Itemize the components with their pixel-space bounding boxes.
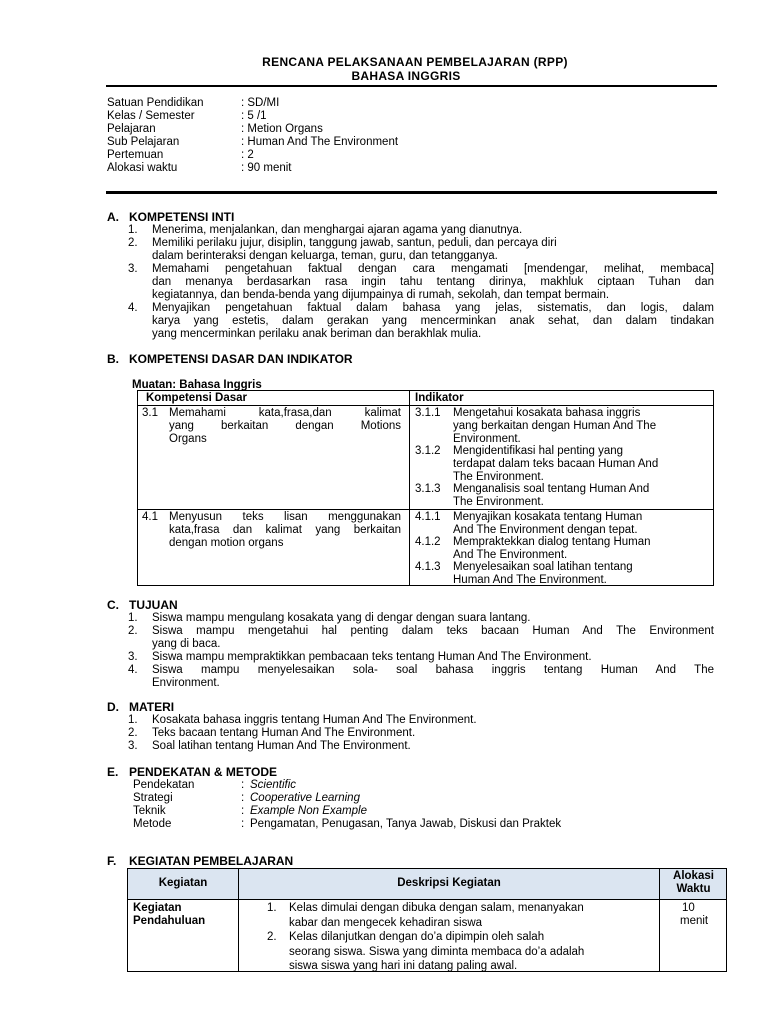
list-number: 1. <box>267 902 277 914</box>
list-number: 4. <box>128 302 138 314</box>
method-label: Teknik <box>133 805 166 817</box>
method-colon: : <box>241 779 245 791</box>
identity-label: Sub Pelajaran <box>107 136 180 148</box>
identity-label: Pertemuan <box>107 149 164 161</box>
list-number: 1. <box>128 714 138 726</box>
table-header-divider <box>138 405 713 406</box>
document-title: RENCANA PELAKSANAAN PEMBELAJARAN (RPP) <box>262 55 568 69</box>
section-d-heading: D. MATERI <box>107 700 175 714</box>
section-b-heading: B. KOMPETENSI DASAR DAN INDIKATOR <box>107 352 353 366</box>
waktu-value: 10 menit <box>680 902 709 927</box>
method-label: Pendekatan <box>133 779 195 791</box>
list-item: Menyajikan pengetahuan faktual dalam bahasa yang jelas, sistematis, dan logis, dalam karya yang estetis, dalam gerakan yang mencerminkan anak sehat, dan dalam tindakan yang mencerminkan perilaku anak beriman dan berakhlak mulia. <box>152 302 714 340</box>
deskripsi-item: Kelas dimulai dengan dibuka dengan salam, menanyakan kabar dan mengecek kehadiran siswa <box>289 902 584 929</box>
identity-value: : 5 /1 <box>241 110 267 122</box>
kd-number: 4.1 <box>142 511 158 523</box>
indikator-number: 4.1.3 <box>415 561 441 573</box>
list-number: 1. <box>128 224 138 236</box>
table-header-deskripsi: Deskripsi Kegiatan <box>397 877 501 889</box>
list-item: Siswa mampu menyelesaikan sola- soal bahasa inggris tentang Human And The Environment. <box>152 664 714 689</box>
identity-value: : 90 menit <box>241 162 292 174</box>
table-header-kd: Kompetensi Dasar <box>146 392 247 404</box>
table-header-indikator: Indikator <box>415 392 464 404</box>
list-number: 2. <box>128 727 138 739</box>
method-colon: : <box>241 818 245 830</box>
table-header-divider <box>128 899 726 900</box>
identity-label: Satuan Pendidikan <box>107 97 204 109</box>
indikator-text: Menganalisis soal tentang Human And The Environment. <box>453 483 650 508</box>
table-header-alokasi: Alokasi Waktu <box>673 870 714 895</box>
list-item: Soal latihan tentang Human And The Environment. <box>152 740 411 752</box>
indikator-number: 4.1.1 <box>415 511 441 523</box>
section-a-heading: A. KOMPETENSI INTI <box>107 210 235 224</box>
indikator-text: Mengidentifikasi hal penting yang terdapat dalam teks bacaan Human And The Environment. <box>453 445 659 483</box>
list-item: Menerima, menjalankan, dan menghargai ajaran agama yang dianutnya. <box>152 224 523 236</box>
method-label: Metode <box>133 818 172 830</box>
list-number: 4. <box>128 664 138 676</box>
method-colon: : <box>241 805 245 817</box>
identity-label: Pelajaran <box>107 123 156 135</box>
list-item: Teks bacaan tentang Human And The Environment. <box>152 727 416 739</box>
method-value: Pengamatan, Penugasan, Tanya Jawab, Diskusi dan Praktek <box>250 818 562 830</box>
section-f-heading: F. KEGIATAN PEMBELAJARAN <box>107 854 294 868</box>
kegiatan-table <box>127 868 727 972</box>
list-number: 2. <box>128 237 138 249</box>
kd-text: Menyusun teks lisan menggunakan kata,frasa dan kalimat yang berkaitan dengan motion organs <box>169 511 401 549</box>
document-subtitle: BAHASA INGGRIS <box>351 69 461 83</box>
indikator-number: 4.1.2 <box>415 536 441 548</box>
identity-label: Kelas / Semester <box>107 110 195 122</box>
list-item: Siswa mampu mempraktikkan pembacaan teks tentang Human And The Environment. <box>152 651 592 663</box>
list-item: Memahami pengetahuan faktual dengan cara mengamati [mendengar, melihat, membaca] dan menanya berdasarkan rasa ingin tahu tentang dirinya, makhluk ciptaan Tuhan dan kegiatannya, dan benda-benda yang dijumpainya di rumah, sekolah, dan tempat bermain. <box>152 263 714 301</box>
kd-text: Memahami kata,frasa,dan kalimat yang berkaitan dengan Motions Organs <box>169 407 401 445</box>
table-header-kegiatan: Kegiatan <box>158 877 208 889</box>
identity-value: : 2 <box>241 149 254 161</box>
list-item: Memiliki perilaku jujur, disiplin, tanggung jawab, santun, peduli, dan percaya diri dalam berinteraksi dengan keluarga, teman, guru, dan tetangganya. <box>152 237 557 262</box>
list-item: Kosakata bahasa inggris tentang Human And The Environment. <box>152 714 477 726</box>
indikator-number: 3.1.3 <box>415 483 441 495</box>
list-number: 3. <box>128 263 138 275</box>
list-item: Siswa mampu mengetahui hal penting dalam teks bacaan Human And The Environment yang di baca. <box>152 625 714 650</box>
indikator-text: Menyelesaikan soal latihan tentang Human And The Environment. <box>453 561 633 586</box>
kegiatan-name: Kegiatan Pendahuluan <box>133 902 206 927</box>
identity-value: : Metion Organs <box>241 123 323 135</box>
indikator-number: 3.1.2 <box>415 445 441 457</box>
list-number: 2. <box>267 931 277 943</box>
method-value: Example Non Example <box>250 805 367 817</box>
section-e-heading: E. PENDEKATAN & METODE <box>107 765 278 779</box>
indikator-number: 3.1.1 <box>415 407 441 419</box>
section-c-heading: C. TUJUAN <box>107 598 178 612</box>
deskripsi-item: Kelas dilanjutkan dengan do’a dipimpin oleh salah seorang siswa. Siswa yang diminta membaca do’a adalah siswa siswa yang hari ini datang paling awal. <box>289 931 585 972</box>
table-column-divider <box>409 391 410 585</box>
list-number: 2. <box>128 625 138 637</box>
method-value: Scientific <box>250 779 297 791</box>
indikator-text: Menyajikan kosakata tentang Human And The Environment dengan tepat. <box>453 511 643 536</box>
method-value: Cooperative Learning <box>250 792 360 804</box>
list-number: 3. <box>128 651 138 663</box>
method-label: Strategi <box>133 792 173 804</box>
identity-value: : SD/MI <box>241 97 280 109</box>
table-row-divider <box>138 509 713 510</box>
list-number: 1. <box>128 612 138 624</box>
title-divider <box>106 85 717 87</box>
indikator-text: Mengetahui kosakata bahasa inggris yang berkaitan dengan Human And The Environment. <box>453 407 657 445</box>
list-item: Siswa mampu mengulang kosakata yang di dengar dengan suara lantang. <box>152 612 531 624</box>
identity-divider <box>106 191 717 194</box>
method-colon: : <box>241 792 245 804</box>
indikator-text: Mempraktekkan dialog tentang Human And The Environment. <box>453 536 651 561</box>
list-number: 3. <box>128 740 138 752</box>
kd-number: 3.1 <box>142 407 158 419</box>
identity-label: Alokasi waktu <box>107 162 178 174</box>
muatan-label: Muatan: Bahasa Inggris <box>132 379 262 391</box>
kompetensi-table <box>137 390 714 586</box>
identity-value: : Human And The Environment <box>241 136 399 148</box>
